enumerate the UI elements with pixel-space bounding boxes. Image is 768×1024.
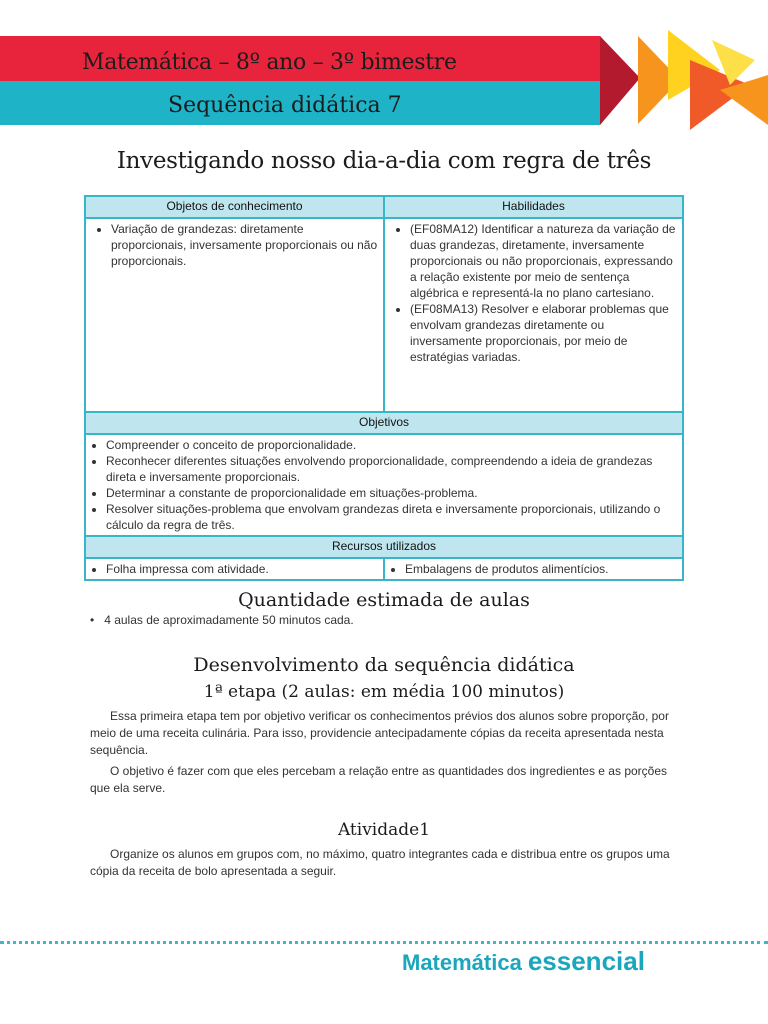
list-item: • Embalagens de produtos alimentícios. bbox=[405, 561, 677, 577]
info-table bbox=[84, 195, 684, 581]
desenvolvimento-heading: Desenvolvimento da sequência didática bbox=[193, 654, 575, 676]
objetivos-header: Objetivos bbox=[85, 412, 683, 434]
paragraph: Organize os alunos em grupos com, no máximo, quatro integrantes cada e distribua entre os grupos uma cópia da receita de bolo apresentada a seguir. bbox=[90, 847, 670, 878]
recursos-right-cell bbox=[384, 558, 683, 580]
footer-brand bbox=[402, 946, 645, 977]
footer-brand-word1: Matemática bbox=[402, 950, 522, 975]
habilidades-cell bbox=[384, 218, 683, 412]
aulas-item-text: 4 aulas de aproximadamente 50 minutos cada. bbox=[104, 613, 354, 627]
list-item: • Folha impressa com atividade. bbox=[106, 561, 378, 577]
footer-brand-word2: essencial bbox=[527, 946, 645, 976]
footer-divider bbox=[0, 941, 768, 944]
list-item: • (EF08MA12) Identificar a natureza da variação de duas grandezas, diretamente, inversamente proporcionais ou não proporcionais, expressando a relação existente por meio de sentença algébrica e representá-la no plano cartesiano. bbox=[410, 221, 677, 301]
col-header-habilidades: Habilidades bbox=[384, 196, 683, 218]
header-subtitle: Sequência didática 7 bbox=[168, 93, 402, 118]
col-header-objetos: Objetos de conhecimento bbox=[85, 196, 384, 218]
paragraph: O objetivo é fazer com que eles percebam a relação entre as quantidades dos ingredientes e as porções que ela serve. bbox=[90, 764, 668, 795]
list-item: • Determinar a constante de proporcionalidade em situações-problema. bbox=[106, 485, 677, 501]
recursos-left-cell bbox=[85, 558, 384, 580]
recursos-header: Recursos utilizados bbox=[85, 536, 683, 558]
objetivos-cell bbox=[85, 434, 683, 536]
etapa-heading: 1ª etapa (2 aulas: em média 100 minutos) bbox=[203, 682, 565, 702]
aulas-heading: Quantidade estimada de aulas bbox=[238, 589, 530, 611]
list-item: • Variação de grandezas: diretamente proporcionais, inversamente proporcionais ou não proporcionais. bbox=[111, 221, 378, 269]
main-title: Investigando nosso dia-a-dia com regra de três bbox=[116, 148, 652, 174]
atividade-heading: Atividade1 bbox=[337, 820, 431, 840]
list-item: • Resolver situações-problema que envolvam grandezas direta e inversamente proporcionais, utilizando o cálculo da regra de três. bbox=[106, 501, 677, 533]
list-item: • Compreender o conceito de proporcionalidade. bbox=[106, 437, 677, 453]
header-title: Matemática – 8º ano – 3º bimestre bbox=[82, 50, 457, 75]
decorative-triangles-logo bbox=[580, 30, 768, 130]
paragraph: Essa primeira etapa tem por objetivo verificar os conhecimentos prévios dos alunos sobre proporção, por meio de uma receita culinária. Para isso, providencie antecipadamente cópias da receita apresentada nesta sequência. bbox=[90, 709, 669, 757]
aulas-item: • 4 aulas de aproximadamente 50 minutos cada. bbox=[90, 613, 354, 627]
list-item: • (EF08MA13) Resolver e elaborar problemas que envolvam grandezas diretamente ou inversamente proporcionais, por meio de estratégias variadas. bbox=[410, 301, 677, 365]
objetos-cell bbox=[85, 218, 384, 412]
list-item: • Reconhecer diferentes situações envolvendo proporcionalidade, compreendendo a ideia de grandezas direta e inversamente proporcionais. bbox=[106, 453, 677, 485]
